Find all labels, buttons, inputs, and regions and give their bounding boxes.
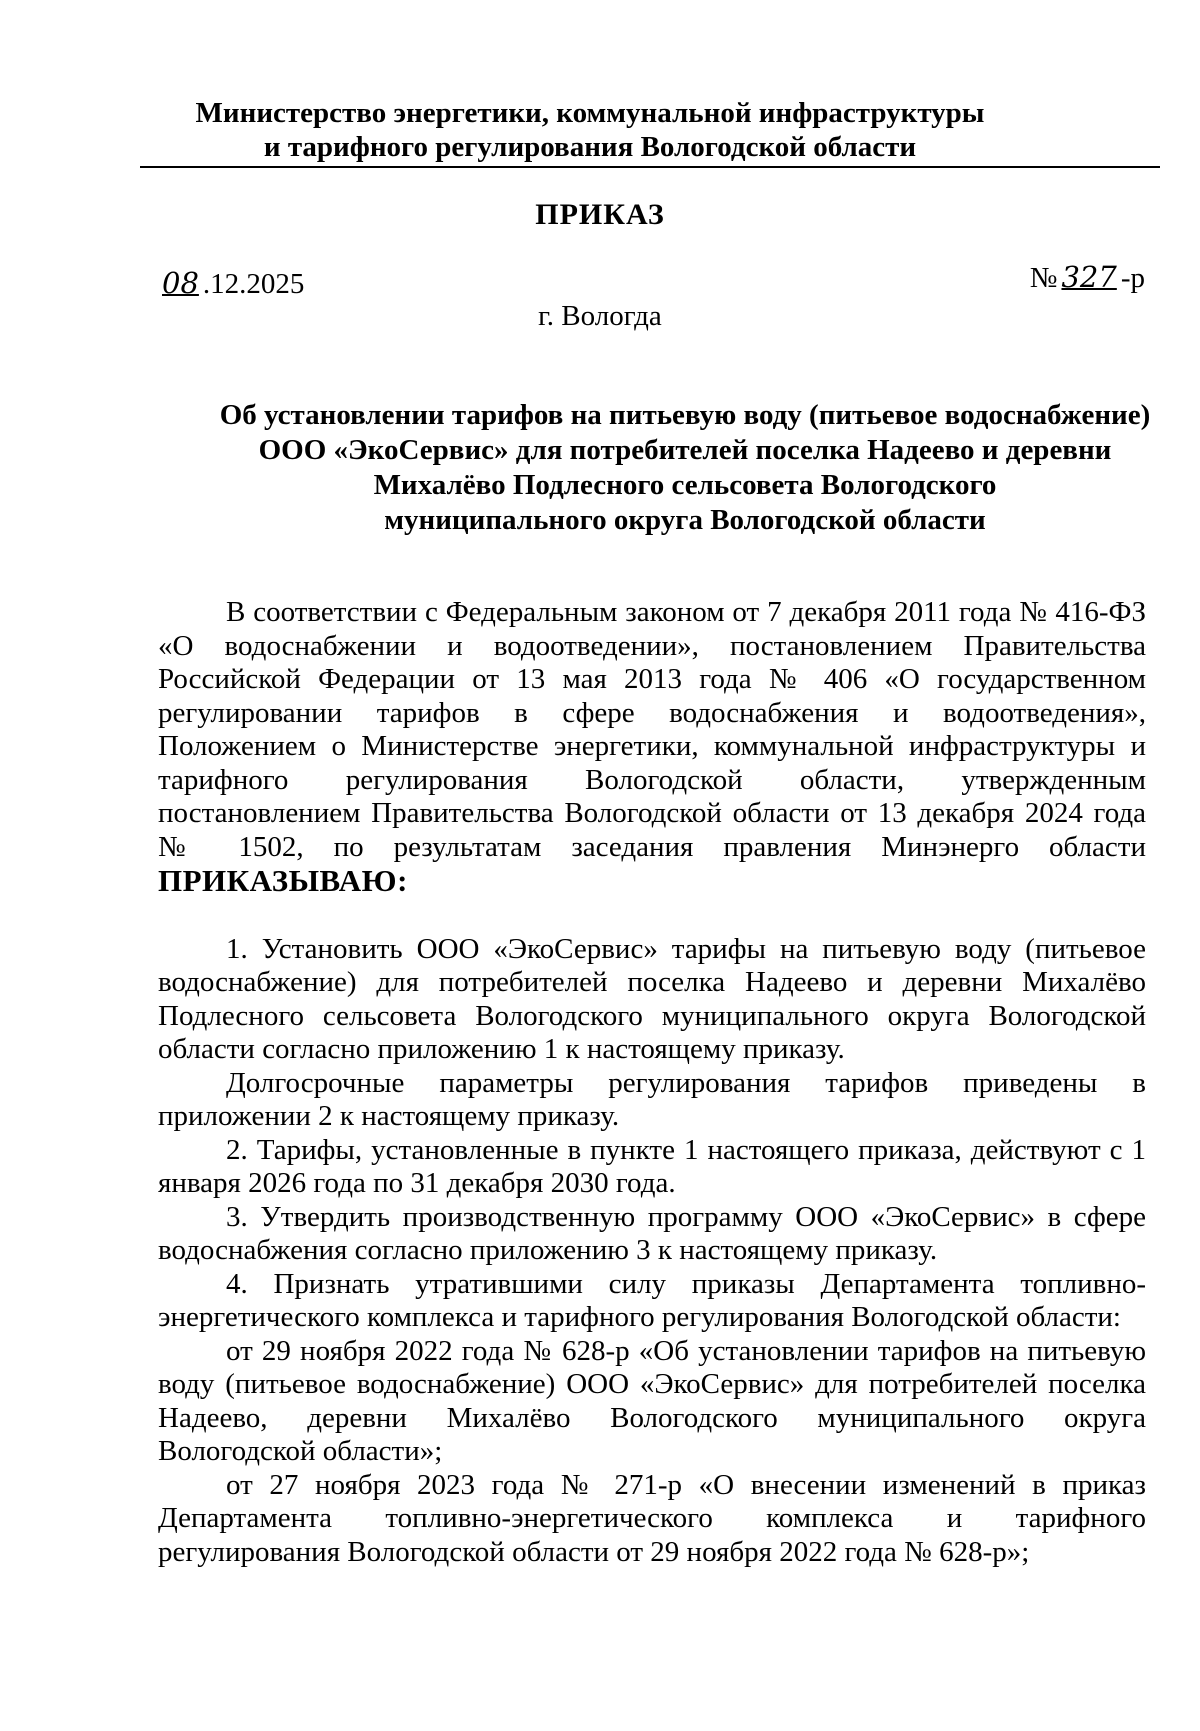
date-rest: .12.2025	[202, 268, 305, 300]
order-paragraph: от 27 ноября 2023 года № 271-р «О внесении изменений в приказ Департамента топливно-энергетического комплекса и тарифного регулирования Вологодской области от 29 ноября 2022 года № 628-р»;	[158, 1468, 1146, 1568]
header-divider	[140, 166, 1160, 168]
document-type: ПРИКАЗ	[535, 198, 665, 231]
order-paragraph: Долгосрочные параметры регулирования тарифов приведены в приложении 2 к настоящему приказу.	[158, 1066, 1146, 1132]
title-line: Об установлении тарифов на питьевую воду (питьевое водоснабжение)	[219, 399, 1151, 431]
preamble-text: В соответствии с Федеральным законом от 7 декабря 2011 года № 416-ФЗ «О водоснабжении и водоотведении», постановлением Правительства Российской Федерации от 13 мая 2013 года № 406 «О государственном регулировании тарифов в сфере водоснабжения и водоотведения», Положением о Министерстве энергетики, коммунальной инфраструктуры и тарифного регулирования Вологодской области, утвержденным постановлением Правительства Вологодской области от 13 декабря 2024 года № 1502, по результатам заседания правления Минэнерго области	[158, 596, 1146, 863]
ministry-header	[140, 96, 1040, 164]
handwritten-number: 327	[1061, 260, 1117, 294]
preamble-paragraph	[158, 596, 1146, 900]
document-city: г. Вологда	[538, 300, 662, 332]
order-paragraph: 4. Признать утратившими силу приказы Департамента топливно-энергетического комплекса и тарифного регулирования Вологодской области:	[158, 1267, 1146, 1333]
title-line: ООО «ЭкоСервис» для потребителей поселка Надеево и деревни	[258, 434, 1112, 466]
order-paragraph: от 29 ноября 2022 года № 628-р «Об установлении тарифов на питьевую воду (питьевое водоснабжение) ООО «ЭкоСервис» для потребителей поселка Надеево, деревни Михалёво Вологодского муниципального округа Вологодской области»;	[158, 1334, 1146, 1467]
ministry-name-line-1: Министерство энергетики, коммунальной инфраструктуры	[195, 97, 985, 129]
document-title	[205, 398, 1165, 538]
order-paragraph: 2. Тарифы, установленные в пункте 1 настоящего приказа, действуют с 1 января 2026 года по 31 декабря 2030 года.	[158, 1133, 1146, 1199]
handwritten-day: 08	[162, 266, 199, 300]
order-paragraph: 1. Установить ООО «ЭкоСервис» тарифы на питьевую воду (питьевое водоснабжение) для потребителей поселка Надеево и деревни Михалёво Подлесного сельсовета Вологодского муниципального округа Вологодской области согласно приложению 1 к настоящему приказу.	[158, 932, 1146, 1065]
ministry-name-line-2: и тарифного регулирования Вологодской области	[263, 131, 917, 163]
document-number	[1030, 260, 1145, 295]
title-line: Михалёво Подлесного сельсовета Вологодского	[373, 469, 997, 501]
number-suffix: -р	[1120, 262, 1145, 294]
number-prefix: №	[1029, 262, 1058, 294]
document-date	[158, 266, 304, 301]
order-paragraph: 3. Утвердить производственную программу ООО «ЭкоСервис» в сфере водоснабжения согласно приложению 3 к настоящему приказу.	[158, 1200, 1146, 1266]
document-body	[158, 596, 1146, 1569]
orders-word: ПРИКАЗЫВАЮ:	[158, 863, 408, 898]
title-line: муниципального округа Вологодской области	[384, 504, 986, 536]
